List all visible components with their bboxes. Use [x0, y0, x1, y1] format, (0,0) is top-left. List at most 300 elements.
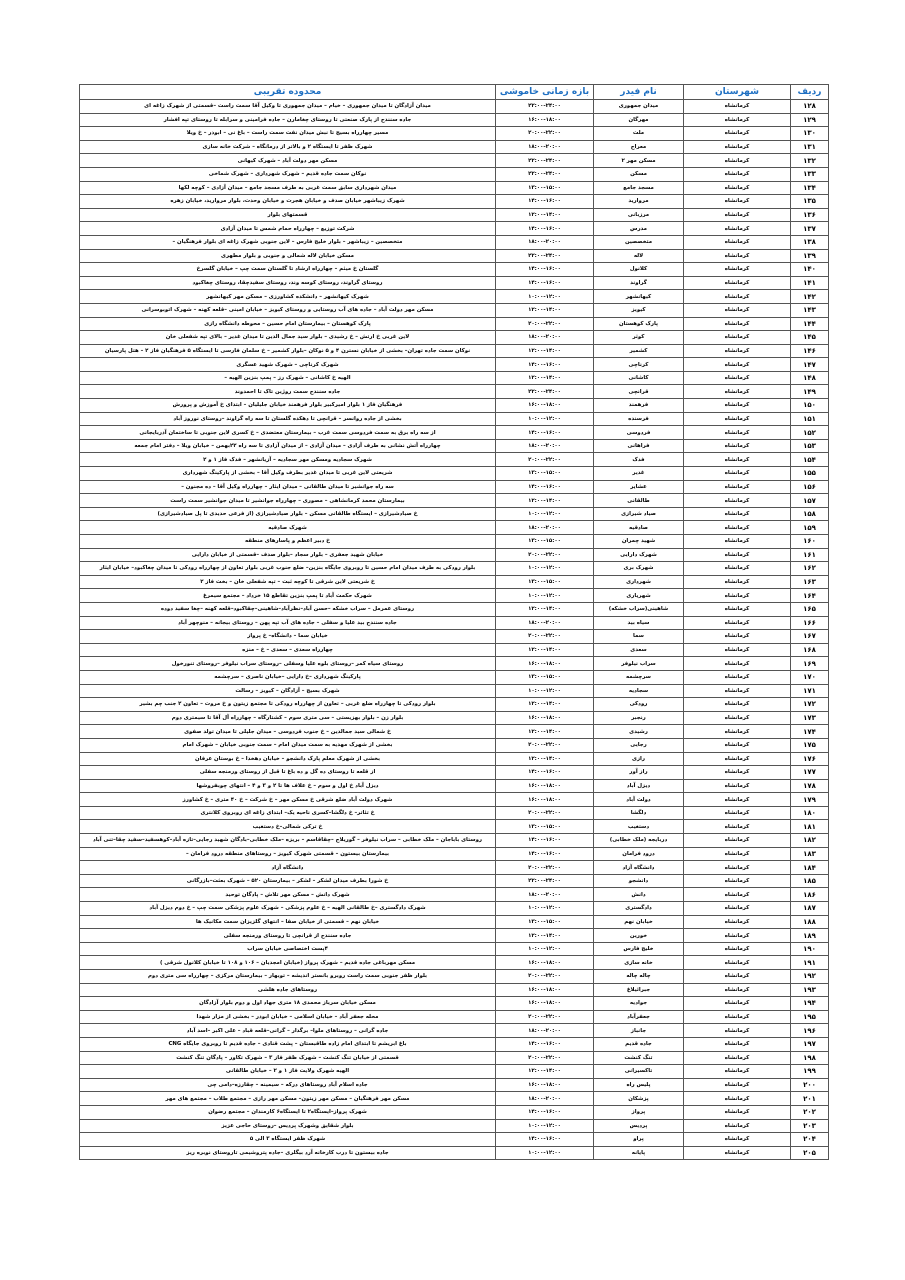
table-row	[80, 358, 829, 372]
cell-idx: ۱۸۵	[791, 874, 829, 888]
cell-time: ۱۶:۰۰-۱۸:۰۰	[496, 657, 594, 671]
cell-feeder: گراوند	[594, 276, 684, 290]
cell-idx: ۱۳۱	[791, 140, 829, 154]
cell-city: کرمانشاه	[684, 738, 791, 752]
cell-city: کرمانشاه	[684, 371, 791, 385]
cell-feeder: سعدی	[594, 643, 684, 657]
cell-idx: ۱۵۲	[791, 426, 829, 440]
cell-time: ۱۴:۰۰-۱۶:۰۰	[496, 1037, 594, 1051]
cell-city: کرمانشاه	[684, 820, 791, 834]
cell-idx: ۱۶۴	[791, 589, 829, 603]
cell-city: کرمانشاه	[684, 779, 791, 793]
cell-city: کرمانشاه	[684, 1092, 791, 1106]
cell-area: لاین غربی خ ارتش – خ رشیدی – بلوار سید جمال الدین تا میدان غدیر – بالای تپه شفعلی خان	[80, 331, 496, 345]
cell-time: ۱۰:۰۰-۱۲:۰۰	[496, 902, 594, 916]
cell-time: ۱۲:۰۰-۱۴:۰۰	[496, 1065, 594, 1079]
cell-city: کرمانشاه	[684, 834, 791, 848]
cell-feeder: پلیس راه	[594, 1078, 684, 1092]
cell-feeder: طالقانی	[594, 494, 684, 508]
table-row	[80, 480, 829, 494]
table-row	[80, 616, 829, 630]
table-row	[80, 467, 829, 481]
cell-time: ۱۳:۰۰-۱۵:۰۰	[496, 535, 594, 549]
table-row	[80, 1105, 829, 1119]
cell-area: قسمتی از خیابان تنگ کنشت – شهرک ظفر فاز ۳ – شهرک تکاور – پادگان تنگ کنشت	[80, 1051, 496, 1065]
cell-area: خ ترکی شمالی–خ دستغیب	[80, 820, 496, 834]
cell-time: ۱۲:۰۰-۱۴:۰۰	[496, 303, 594, 317]
cell-area: جاده سنندج از پارک صنعتی تا روستای چغامارن – جاده فرامینی و سرابله تا روستای تپه افشار	[80, 113, 496, 127]
cell-feeder: فراهانی	[594, 439, 684, 453]
cell-idx: ۱۴۷	[791, 358, 829, 372]
cell-area: شهرک سجادیه ومسکن مهر سجادیه – آزیانشهر – فدک فاز ۱ و ۲	[80, 453, 496, 467]
cell-area: بلوار رودکی تا چهارراه ضلع غربی – تعاون از چهارراه رودکی تا مجتمع زیتون و خ مروت – تعاون ۲ جنب چم بشیر	[80, 698, 496, 712]
cell-idx: ۱۸۷	[791, 902, 829, 916]
table-row	[80, 1010, 829, 1024]
cell-idx: ۱۵۹	[791, 521, 829, 535]
cell-city: کرمانشاه	[684, 548, 791, 562]
cell-time: ۱۸:۰۰-۲۰:۰۰	[496, 1092, 594, 1106]
cell-city: کرمانشاه	[684, 290, 791, 304]
cell-city: کرمانشاه	[684, 997, 791, 1011]
cell-idx: ۱۷۶	[791, 752, 829, 766]
header-feeder: نام فیدر	[594, 85, 684, 100]
cell-feeder: مسکن	[594, 167, 684, 181]
cell-area: چهارراه آتش نشانی به طرف آزادی – میدان آزادی – از میدان آزادی تا سه راه ۲۲بهمن – خیابان ویلا – دفتر امام جمعه	[80, 439, 496, 453]
cell-time: ۲۲:۰۰-۲۴:۰۰	[496, 874, 594, 888]
table-row	[80, 711, 829, 725]
table-row	[80, 725, 829, 739]
cell-feeder: دادگستری	[594, 902, 684, 916]
cell-time: ۲۰:۰۰-۲۲:۰۰	[496, 806, 594, 820]
cell-area: روستای عمرمل – سراب خشکه –حسن آباد–نظرآباد–شاهینی–چقاکبود–قلعه کهنه –چغا سفید دوده	[80, 602, 496, 616]
cell-feeder: مروارید	[594, 195, 684, 209]
cell-idx: ۱۹۹	[791, 1065, 829, 1079]
cell-idx: ۱۳۸	[791, 235, 829, 249]
cell-feeder: متخصصین	[594, 235, 684, 249]
cell-city: کرمانشاه	[684, 929, 791, 943]
table-row	[80, 684, 829, 698]
cell-time: ۱۴:۰۰-۱۶:۰۰	[496, 834, 594, 848]
cell-idx: ۱۴۵	[791, 331, 829, 345]
cell-time: ۱۸:۰۰-۲۰:۰۰	[496, 616, 594, 630]
table-row	[80, 399, 829, 413]
cell-feeder: کلانول	[594, 263, 684, 277]
cell-idx: ۱۳۷	[791, 222, 829, 236]
cell-city: کرمانشاه	[684, 766, 791, 780]
cell-area: نوکان سمت جاده قدیم – شهرک شهرداری – شهرک شماخی	[80, 167, 496, 181]
cell-feeder: سیاه بید	[594, 616, 684, 630]
cell-area: جاده بیستون تا درب کارخانه آرد بیگلری –جاده پتروشیمی تاروستای نوبره ریز	[80, 1146, 496, 1160]
table-row	[80, 738, 829, 752]
table-row	[80, 1037, 829, 1051]
cell-area: خیابان نهم – قسمتی از خیابان صفا – انتهای گلزیزان سمت مکانیک ها	[80, 915, 496, 929]
cell-city: کرمانشاه	[684, 412, 791, 426]
cell-idx: ۱۹۶	[791, 1024, 829, 1038]
cell-feeder: شهید چمران	[594, 535, 684, 549]
cell-time: ۱۰:۰۰-۱۲:۰۰	[496, 507, 594, 521]
cell-area: پارکینگ شهرداری –خ دارایی –خیابان ناصری – سرچشمه	[80, 670, 496, 684]
cell-city: کرمانشاه	[684, 684, 791, 698]
cell-time: ۱۸:۰۰-۲۰:۰۰	[496, 235, 594, 249]
cell-time: ۲۰:۰۰-۲۲:۰۰	[496, 630, 594, 644]
cell-idx: ۱۶۱	[791, 548, 829, 562]
cell-idx: ۱۹۴	[791, 997, 829, 1011]
cell-idx: ۱۷۴	[791, 725, 829, 739]
table-row	[80, 929, 829, 943]
cell-time: ۱۴:۰۰-۱۶:۰۰	[496, 276, 594, 290]
cell-time: ۱۰:۰۰-۱۲:۰۰	[496, 412, 594, 426]
table-row	[80, 385, 829, 399]
cell-area: میدان آزادگان تا میدان جمهوری – خیام – میدان جمهوری تا وکیل آقا سمت راست –قسمتی از شهرک زاغه ای	[80, 100, 496, 114]
cell-feeder: معراج	[594, 140, 684, 154]
cell-area: مسکن خیابان سرباز محمدی ۱۸ متری جهاد اول و دوم بلوار آزادگان	[80, 997, 496, 1011]
cell-time: ۱۶:۰۰-۱۸:۰۰	[496, 997, 594, 1011]
cell-time: ۱۲:۰۰-۱۴:۰۰	[496, 602, 594, 616]
cell-city: کرمانشاه	[684, 263, 791, 277]
header-idx: ردیف	[791, 85, 829, 100]
cell-area: بخشی از جاده روانسر – قرانچی تا دهکده گلستان تا سه راه گراوند –روستای نوروز آباد	[80, 412, 496, 426]
cell-city: کرمانشاه	[684, 1146, 791, 1160]
table-row	[80, 942, 829, 956]
cell-area: شهرک کیهانشهر – دانشکده کشاورزی – مسکن مهر کیهانشهر	[80, 290, 496, 304]
cell-time: ۱۸:۰۰-۲۰:۰۰	[496, 888, 594, 902]
cell-area: بیمارستان محمد کرمانشاهی – مصوری – چهارراه جوانشیر تا میدان جوانشیر سمت راست	[80, 494, 496, 508]
cell-feeder: دیزل آباد	[594, 779, 684, 793]
table-row	[80, 970, 829, 984]
table-row	[80, 834, 829, 848]
table-row	[80, 181, 829, 195]
cell-feeder: درود فرامان	[594, 847, 684, 861]
table-row	[80, 521, 829, 535]
header-area: محدوده تقریبی	[80, 85, 496, 100]
cell-idx: ۱۹۰	[791, 942, 829, 956]
cell-city: کرمانشاه	[684, 521, 791, 535]
cell-city: کرمانشاه	[684, 331, 791, 345]
table-row	[80, 602, 829, 616]
cell-idx: ۱۸۰	[791, 806, 829, 820]
cell-idx: ۱۴۹	[791, 385, 829, 399]
blackout-schedule-table	[79, 84, 829, 1160]
cell-time: ۲۰:۰۰-۲۲:۰۰	[496, 1051, 594, 1065]
cell-city: کرمانشاه	[684, 657, 791, 671]
cell-city: کرمانشاه	[684, 181, 791, 195]
cell-feeder: کشمیر	[594, 344, 684, 358]
cell-idx: ۱۴۶	[791, 344, 829, 358]
cell-city: کرمانشاه	[684, 195, 791, 209]
cell-city: کرمانشاه	[684, 100, 791, 114]
cell-area: شهرک بسیج – آزادگان – کیویز – رسالت	[80, 684, 496, 698]
cell-city: کرمانشاه	[684, 127, 791, 141]
cell-city: کرمانشاه	[684, 1010, 791, 1024]
cell-time: ۲۰:۰۰-۲۲:۰۰	[496, 127, 594, 141]
cell-time: ۱۴:۰۰-۱۶:۰۰	[496, 426, 594, 440]
cell-area: نوکان سمت جاده تهران– بخشی از خیابان نسترن ۴ و ۵ نوکان –بلوار کشمیر – خ سلمان فارسی تا ایستگاه ۵ فرهنگیان فاز ۲ – هتل پارسیان	[80, 344, 496, 358]
cell-feeder: دربایجه (ملک خطابی)	[594, 834, 684, 848]
table-row	[80, 113, 829, 127]
cell-time: ۱۶:۰۰-۱۸:۰۰	[496, 956, 594, 970]
table-row	[80, 371, 829, 385]
cell-feeder: مهرگان	[594, 113, 684, 127]
table-row	[80, 317, 829, 331]
table-row	[80, 195, 829, 209]
cell-area: جاده سنندج سمت روژین تاک تا احمدوند	[80, 385, 496, 399]
cell-feeder: شاهینی(سراب خشکه)	[594, 602, 684, 616]
cell-city: کرمانشاه	[684, 575, 791, 589]
table-row	[80, 100, 829, 114]
table-row	[80, 956, 829, 970]
cell-feeder: کیویز	[594, 303, 684, 317]
table-row	[80, 1146, 829, 1160]
table-row	[80, 167, 829, 181]
header-city: شهرستان	[684, 85, 791, 100]
cell-city: کرمانشاه	[684, 1024, 791, 1038]
cell-area: محله جعفر آباد – خیابان اسلامی – خیابان ابوذر – بخشی از مزار شهدا	[80, 1010, 496, 1024]
cell-area: شهرک دانش – مسکن مهر تلاش – پادگان توحید	[80, 888, 496, 902]
cell-feeder: رشیدی	[594, 725, 684, 739]
table-row	[80, 806, 829, 820]
cell-city: کرمانشاه	[684, 915, 791, 929]
table-row	[80, 154, 829, 168]
cell-idx: ۱۳۹	[791, 249, 829, 263]
cell-area: شهرک صادقیه	[80, 521, 496, 535]
table-row	[80, 494, 829, 508]
cell-idx: ۱۶۵	[791, 602, 829, 616]
cell-feeder: خانه سازی	[594, 956, 684, 970]
cell-idx: ۲۰۰	[791, 1078, 829, 1092]
cell-city: کرمانشاه	[684, 1078, 791, 1092]
cell-city: کرمانشاه	[684, 249, 791, 263]
cell-feeder: دانشگاه آزاد	[594, 861, 684, 875]
cell-feeder: دانشجو	[594, 874, 684, 888]
cell-time: ۲۲:۰۰-۲۴:۰۰	[496, 154, 594, 168]
table-row	[80, 1119, 829, 1133]
cell-idx: ۱۷۹	[791, 793, 829, 807]
table-row	[80, 276, 829, 290]
cell-idx: ۱۵۳	[791, 439, 829, 453]
cell-area: از قلعه تا روستای ده گل و ده باغ تا قبل از روستای ورمنجه سفلی	[80, 766, 496, 780]
table-row	[80, 263, 829, 277]
cell-area: مسکن مهرباغی جاده قدیم – شهرک پرواز (خیابان امجدیان – ۱۰۶ و ۱۰۸ تا خیابان کلانول شرقی )	[80, 956, 496, 970]
table-row	[80, 752, 829, 766]
cell-city: کرمانشاه	[684, 752, 791, 766]
cell-city: کرمانشاه	[684, 643, 791, 657]
cell-time: ۱۰:۰۰-۱۲:۰۰	[496, 1119, 594, 1133]
table-row	[80, 140, 829, 154]
cell-idx: ۱۷۷	[791, 766, 829, 780]
table-row	[80, 1024, 829, 1038]
cell-feeder: پرواز	[594, 1105, 684, 1119]
cell-time: ۱۲:۰۰-۱۴:۰۰	[496, 929, 594, 943]
cell-time: ۱۰:۰۰-۱۲:۰۰	[496, 1146, 594, 1160]
cell-city: کرمانشاه	[684, 1119, 791, 1133]
cell-city: کرمانشاه	[684, 140, 791, 154]
cell-feeder: ملت	[594, 127, 684, 141]
cell-feeder: جوادیه	[594, 997, 684, 1011]
cell-idx: ۱۷۸	[791, 779, 829, 793]
cell-area: ۴پست اختصاصی خیابان سراب	[80, 942, 496, 956]
cell-area: شهرک حکمت آباد تا پمپ بنزین تقاطع ۱۵ خرداد – مجتمع سیمرغ	[80, 589, 496, 603]
cell-feeder: سرچشمه	[594, 670, 684, 684]
table-row	[80, 562, 829, 576]
cell-time: ۱۸:۰۰-۲۰:۰۰	[496, 439, 594, 453]
cell-city: کرمانشاه	[684, 711, 791, 725]
cell-time: ۱۳:۰۰-۱۵:۰۰	[496, 575, 594, 589]
cell-idx: ۱۹۳	[791, 983, 829, 997]
cell-time: ۲۲:۰۰-۲۴:۰۰	[496, 249, 594, 263]
header-row	[80, 85, 829, 100]
cell-idx: ۲۰۱	[791, 1092, 829, 1106]
cell-idx: ۱۲۸	[791, 100, 829, 114]
cell-feeder: شهریاری	[594, 589, 684, 603]
cell-area: قسمتهای بلوار	[80, 208, 496, 222]
cell-time: ۱۲:۰۰-۱۴:۰۰	[496, 698, 594, 712]
cell-city: کرمانشاه	[684, 113, 791, 127]
cell-idx: ۱۸۴	[791, 861, 829, 875]
cell-feeder: تاکسیرانی	[594, 1065, 684, 1079]
cell-time: ۱۸:۰۰-۲۰:۰۰	[496, 521, 594, 535]
cell-time: ۱۴:۰۰-۱۶:۰۰	[496, 847, 594, 861]
cell-time: ۱۸:۰۰-۲۰:۰۰	[496, 1024, 594, 1038]
cell-city: کرمانشاه	[684, 535, 791, 549]
cell-city: کرمانشاه	[684, 208, 791, 222]
table-row	[80, 249, 829, 263]
cell-area: شریعتی لاین غربی تا میدان غدیر بطرف وکیل آقا – بخشی از پارکینگ شهرداری	[80, 467, 496, 481]
cell-idx: ۱۴۸	[791, 371, 829, 385]
header-time: بازه زمانی خاموشی	[496, 85, 594, 100]
cell-feeder: دانش	[594, 888, 684, 902]
cell-time: ۲۰:۰۰-۲۲:۰۰	[496, 738, 594, 752]
cell-time: ۱۲:۰۰-۱۴:۰۰	[496, 643, 594, 657]
cell-city: کرمانشاه	[684, 453, 791, 467]
table-row	[80, 507, 829, 521]
cell-area: مسکن مهر فرهنگیان – مسکن مهر زیتون– مسکن مهر رازی – مجتمع طلاب – مجتمع های مهر	[80, 1092, 496, 1106]
cell-time: ۱۰:۰۰-۱۲:۰۰	[496, 562, 594, 576]
cell-feeder: دلگشا	[594, 806, 684, 820]
cell-feeder: فردوسی	[594, 426, 684, 440]
cell-city: کرمانشاه	[684, 602, 791, 616]
cell-area: خ شمالی سید جمالدین – خ جنوب فردوسی – میدان جلیلی تا میدان تولد صفوی	[80, 725, 496, 739]
cell-idx: ۱۴۱	[791, 276, 829, 290]
cell-area: از سه راه برق به سمت فردوسی سمت غرب – بیمارستان معتضدی – خ کسری لاین جنوبی تا ساختمان آذربایجانی	[80, 426, 496, 440]
table-row	[80, 589, 829, 603]
cell-time: ۱۰:۰۰-۱۲:۰۰	[496, 684, 594, 698]
table-row	[80, 575, 829, 589]
cell-time: ۱۴:۰۰-۱۶:۰۰	[496, 263, 594, 277]
cell-time: ۱۴:۰۰-۱۶:۰۰	[496, 480, 594, 494]
cell-city: کرمانشاه	[684, 630, 791, 644]
cell-time: ۱۴:۰۰-۱۶:۰۰	[496, 222, 594, 236]
cell-city: کرمانشاه	[684, 806, 791, 820]
cell-area: روستای باباجان – ملک خطابی – سراب نیلوفر – گوریلاج –چقاقاسم – بریزه –ملک خطابی–بادگان شهید رجایی–تازه آباد–کوهسفید–سفید چقا–تنی آباد	[80, 834, 496, 848]
cell-area: جاده اسلام آباد روستاهای درکه – سیمینه – چقارزه–دامی چی	[80, 1078, 496, 1092]
cell-idx: ۱۵۱	[791, 412, 829, 426]
cell-area: جاده سنندج بید علیا و سفلی – جاده های آب تپه پهن – روستای بیجانه – منوچهر آباد	[80, 616, 496, 630]
cell-feeder: رودکی	[594, 698, 684, 712]
cell-feeder: عشایر	[594, 480, 684, 494]
table-row	[80, 344, 829, 358]
cell-idx: ۱۷۲	[791, 698, 829, 712]
table-row	[80, 874, 829, 888]
cell-city: کرمانشاه	[684, 439, 791, 453]
cell-area: شرکت توزیع – چهارراه حمام شمس تا میدان آزادی	[80, 222, 496, 236]
cell-city: کرمانشاه	[684, 698, 791, 712]
table-body	[80, 100, 829, 1160]
cell-area: شهرک دولت آباد ضلع شرقی خ مسکن مهر – خ شرکت – خ ۴۰ متری – خ کشاورز	[80, 793, 496, 807]
cell-idx: ۱۵۶	[791, 480, 829, 494]
cell-area: خیابان سما – دانشگاه– خ پرواز	[80, 630, 496, 644]
cell-idx: ۱۸۲	[791, 834, 829, 848]
cell-city: کرمانشاه	[684, 616, 791, 630]
cell-city: کرمانشاه	[684, 358, 791, 372]
cell-area: روستای گراوند، روستای کوسه وند، روستای سفیدچقا، روستای چغاکبود	[80, 276, 496, 290]
cell-feeder: شهرداری	[594, 575, 684, 589]
cell-city: کرمانشاه	[684, 303, 791, 317]
cell-city: کرمانشاه	[684, 235, 791, 249]
cell-area: شهرک کرناچی – شهرک شهید عسگری	[80, 358, 496, 372]
cell-time: ۱۸:۰۰-۲۰:۰۰	[496, 140, 594, 154]
cell-feeder: رازی	[594, 752, 684, 766]
cell-area: شهرک پرواز–ایستگاه۲ تا ایستگاه۶ کارمندان – مجتمع رضوان	[80, 1105, 496, 1119]
cell-time: ۱۲:۰۰-۱۴:۰۰	[496, 752, 594, 766]
cell-time: ۱۰:۰۰-۱۲:۰۰	[496, 942, 594, 956]
cell-city: کرمانشاه	[684, 317, 791, 331]
cell-idx: ۱۹۲	[791, 970, 829, 984]
table-row	[80, 235, 829, 249]
cell-area: روستای سیاه کمر –روستای بلوه علیا وسفلی –روستای سراب نیلوفر –روستای تنورخول	[80, 657, 496, 671]
cell-area: پارک کوهستان – بیمارستان امام حسین – محوطه دانشگاه رازی	[80, 317, 496, 331]
cell-feeder: مدرس	[594, 222, 684, 236]
cell-feeder: راز آور	[594, 766, 684, 780]
cell-idx: ۱۳۳	[791, 167, 829, 181]
cell-idx: ۱۴۲	[791, 290, 829, 304]
cell-time: ۱۴:۰۰-۱۶:۰۰	[496, 358, 594, 372]
cell-area: بیمارستان بیستون – قسمتی شهرک کیویز – روستاهای منطقه درود فرامان –	[80, 847, 496, 861]
cell-time: ۱۳:۰۰-۱۵:۰۰	[496, 915, 594, 929]
cell-idx: ۱۴۰	[791, 263, 829, 277]
table-row	[80, 820, 829, 834]
cell-idx: ۱۹۷	[791, 1037, 829, 1051]
table-row	[80, 670, 829, 684]
cell-feeder: چاله چاله	[594, 970, 684, 984]
table-row	[80, 535, 829, 549]
cell-feeder: رنجبر	[594, 711, 684, 725]
cell-area: جاده گرانی – روستاهای ملوا– برگدار – گرانی–قلعه قباد – علی اکبر –اسد آباد	[80, 1024, 496, 1038]
cell-idx: ۱۶۷	[791, 630, 829, 644]
cell-idx: ۱۶۰	[791, 535, 829, 549]
cell-feeder: خیابان نهم	[594, 915, 684, 929]
cell-city: کرمانشاه	[684, 589, 791, 603]
cell-time: ۱۶:۰۰-۱۸:۰۰	[496, 793, 594, 807]
cell-time: ۱۴:۰۰-۱۶:۰۰	[496, 1105, 594, 1119]
cell-area: خیابان شهید جعفری – بلوار سجاد –بلوار صدف –قسمتی از خیابان دارایی	[80, 548, 496, 562]
cell-time: ۱۳:۰۰-۱۵:۰۰	[496, 820, 594, 834]
cell-time: ۲۰:۰۰-۲۲:۰۰	[496, 548, 594, 562]
cell-idx: ۱۸۱	[791, 820, 829, 834]
cell-area: میدان شهرداری سابق سمت غربی به طرف مسجد جامع – میدان آزادی – کوچه لکها	[80, 181, 496, 195]
cell-time: ۱۶:۰۰-۱۸:۰۰	[496, 779, 594, 793]
cell-city: کرمانشاه	[684, 902, 791, 916]
cell-area: الهیه خ کاشانی – شهرک رز – پمپ بنزین الهیه –	[80, 371, 496, 385]
cell-city: کرمانشاه	[684, 793, 791, 807]
cell-time: ۱۶:۰۰-۱۸:۰۰	[496, 399, 594, 413]
cell-idx: ۱۹۵	[791, 1010, 829, 1024]
cell-area: مسکن خیابان لاله شمالی و جنوبی و بلوار مطهری	[80, 249, 496, 263]
cell-time: ۱۶:۰۰-۱۸:۰۰	[496, 983, 594, 997]
cell-feeder: جاده قدیم	[594, 1037, 684, 1051]
cell-idx: ۱۵۴	[791, 453, 829, 467]
cell-area: بخشی از شهرک مهدیه به سمت میدان امام – سمت جنوبی خیابان – شهرک امام	[80, 738, 496, 752]
cell-city: کرمانشاه	[684, 399, 791, 413]
